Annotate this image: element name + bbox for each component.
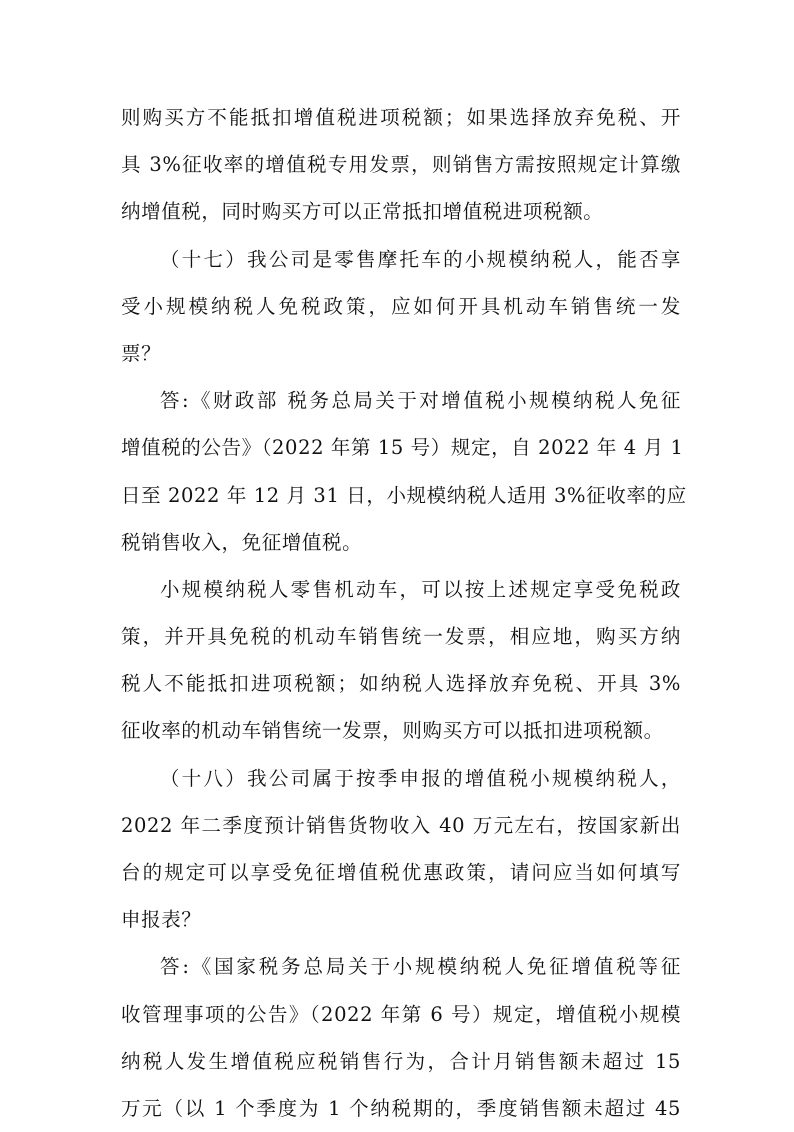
text-line: 票？ (121, 341, 162, 365)
text-line: 收管理事项的公告》（2022 年第 6 号）规定，增值税小规模 (121, 1002, 681, 1026)
text-line: 申报表？ (121, 908, 202, 932)
text-line: 2022 年二季度预计销售货物收入 40 万元左右，按国家新出 (121, 813, 681, 837)
text-line: 征收率的机动车销售统一发票，则购买方可以抵扣进项税额。 (121, 719, 664, 743)
text-line: 万元（以 1 个季度为 1 个纳税期的，季度销售额未超过 45 (121, 1096, 681, 1120)
text-line: 纳税人发生增值税应税销售行为，合计月销售额未超过 15 (121, 1049, 681, 1073)
paragraph-start: 小规模纳税人零售机动车，可以按上述规定享受免税政 (160, 577, 681, 601)
answer-line: 答:《国家税务总局关于小规模纳税人免征增值税等征 (160, 955, 681, 979)
text-line: 受小规模纳税人免税政策，应如何开具机动车销售统一发 (121, 294, 681, 318)
document-body (121, 94, 687, 1132)
answer-line: 答:《财政部 税务总局关于对增值税小规模纳税人免征 (160, 389, 681, 413)
text-line: 则购买方不能抵扣增值税进项税额；如果选择放弃免税、开 (121, 106, 681, 129)
text-line: 策，并开具免税的机动车销售统一发票，相应地，购买方纳 (121, 625, 681, 649)
text-line: 具 3%征收率的增值税专用发票，则销售方需按照规定计算缴 (121, 153, 681, 177)
text-line: 纳增值税，同时购买方可以正常抵扣增值税进项税额。 (121, 200, 604, 224)
question-heading: （十八）我公司属于按季申报的增值税小规模纳税人， (160, 766, 681, 790)
question-heading: （十七）我公司是零售摩托车的小规模纳税人，能否享 (160, 247, 681, 271)
text-line: 增值税的公告》（2022 年第 15 号）规定，自 2022 年 4 月 1 (121, 436, 684, 460)
text-line: 税人不能抵扣进项税额；如纳税人选择放弃免税、开具 3% (121, 672, 681, 696)
text-line: 台的规定可以享受免征增值税优惠政策，请问应当如何填写 (121, 861, 681, 884)
text-line: 日至 2022 年 12 月 31 日，小规模纳税人适用 3%征收率的应 (121, 483, 687, 507)
text-line: 税销售收入，免征增值税。 (121, 530, 363, 554)
